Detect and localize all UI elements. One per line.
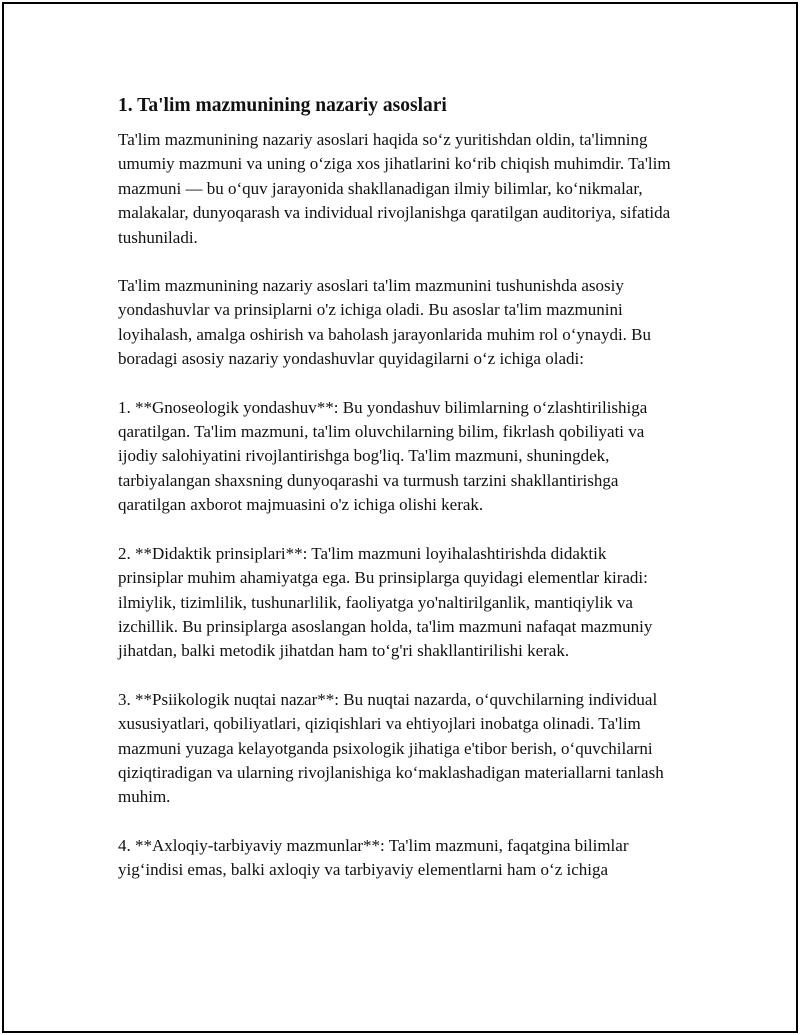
paragraph-foundations: Ta'lim mazmunining nazariy asoslari ta'lim mazmunini tushunishda asosiy yondashuvlar va prinsiplarni o'z ichiga oladi. Bu asoslar ta'lim mazmunini loyihalash, amalga oshirish va baholash jarayonlarida muhim rol o‘ynaydi. Bu boradagi asosiy nazariy yondashuvlar quyidagilarni o‘z ichiga oladi:	[118, 276, 652, 369]
document-body	[118, 93, 674, 907]
paragraph-item-1: 1. **Gnoseologik yondashuv**: Bu yondashuv bilimlarning o‘zlashtirilishiga qaratilgan. Ta'lim mazmuni, ta'lim oluvchilarning bilim, fikrlash qobiliyati va ijodiy salohiyatini rivojlantirishga bog'liq. Ta'lim mazmuni, shuningdek, tarbiyalangan shaxsning dunyoqarashi va turmush tarzini shakllantirishga qaratilgan axborot majmuasini o'z ichiga olishi kerak.	[118, 397, 648, 515]
paragraph-item-2: 2. **Didaktik prinsiplari**: Ta'lim mazmuni loyihalashtirishda didaktik prinsiplar muhim ahamiyatga ega. Bu prinsiplarga quyidagi elementlar kiradi: ilmiylik, tizimlilik, tushunarlilik, faoliyatga yo'naltirilganlik, mantiqiylik va izchillik. Bu prinsiplarga asoslangan holda, ta'lim mazmuni nafaqat mazmuniy jihatdan, balki metodik jihatdan ham to‘g'ri shakllantirilishi kerak.	[118, 543, 653, 661]
paragraph-intro: Ta'lim mazmunining nazariy asoslari haqida so‘z yuritishdan oldin, ta'limning umumiy mazmuni va uning o‘ziga xos jihatlarini ko‘rib chiqish muhimdir. Ta'lim mazmuni — bu o‘quv jarayonida shakllanadigan ilmiy bilimlar, ko‘nikmalar, malakalar, dunyoqarash va individual rivojlanishga qaratilgan auditoriya, sifatida tushuniladi.	[118, 130, 671, 247]
paragraph-item-4: 4. **Axloqiy-tarbiyaviy mazmunlar**: Ta'lim mazmuni, faqatgina bilimlar yig‘indisi emas, balki axloqiy va tarbiyaviy elementlarni ham o‘z ichiga	[118, 835, 629, 880]
section-title: 1. Ta'lim mazmunining nazariy asoslari	[118, 95, 447, 116]
paragraph-item-3: 3. **Psiikologik nuqtai nazar**: Bu nuqtai nazarda, o‘quvchilarning individual xususiyatlari, qobiliyatlari, qiziqishlari va ehtiyojlari inobatga olinadi. Ta'lim mazmuni yuzaga kelayotganda psixologik jihatiga e'tibor berish, o‘quvchilarni qiziqtiradigan va ularning rivojlanishiga ko‘maklashadigan materiallarni tanlash muhim.	[118, 689, 664, 807]
